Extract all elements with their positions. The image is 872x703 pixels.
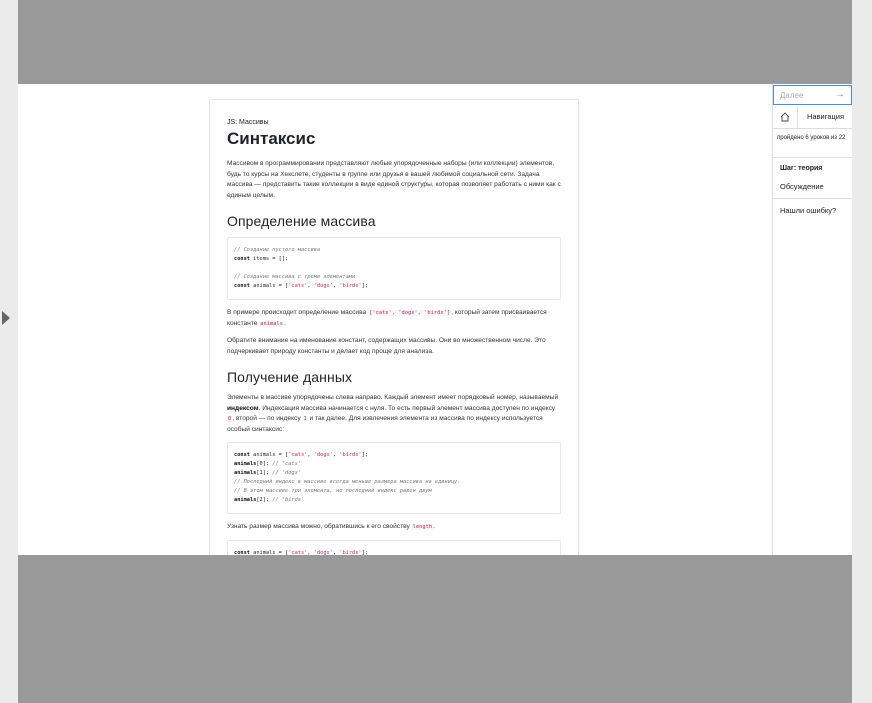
divider — [773, 157, 853, 158]
top-overlay — [18, 0, 852, 84]
bottom-overlay — [18, 555, 852, 703]
progress-text: пройдено 6 уроков из 22 — [777, 135, 846, 141]
intro-paragraph: Массивом в программировании представляют любые упорядоченные наборы (или коллекции) элементов, будь то курсы на Хекслете, студенты в группе или друзья в вашей любимой социальной сети. Задача массива — представить такие коллекции в виде единой структуры, которая позволяет работать с ними как с единым целым. — [227, 160, 561, 199]
triangle-right-icon[interactable] — [2, 311, 10, 325]
divider — [773, 198, 853, 199]
code-block-indexing — [227, 442, 561, 514]
step-label[interactable]: Шаг: теория — [780, 165, 823, 172]
right-margin — [852, 0, 872, 703]
next-button[interactable] — [773, 85, 852, 105]
section-title-getting-data: Получение данных — [227, 369, 353, 385]
lesson-viewport — [18, 84, 852, 555]
navigation-button[interactable]: Навигация — [806, 112, 845, 121]
code-line: const animals = ['cats', 'dogs', 'birds']; — [234, 549, 369, 556]
section-title-definition: Определение массива — [227, 213, 376, 229]
next-button-label: Далее — [780, 91, 804, 100]
code-line: const animals = ['cats', 'dogs', 'birds']; — [234, 452, 369, 458]
page-title: Синтаксис — [227, 129, 316, 148]
article-card — [209, 99, 579, 619]
discussion-link[interactable]: Обсуждение — [780, 182, 824, 191]
code-line: // Последний индекс в массиве всегда меньше размера массива на единицу. — [234, 479, 461, 485]
length-explanation: Узнать размер массива можно, обратившись к его свойству length. — [227, 523, 435, 530]
inline-code: animals — [260, 320, 283, 327]
code-line: const animals = ['cats', 'dogs', 'birds']; — [234, 283, 369, 289]
inline-code: length — [412, 524, 433, 530]
code-line: // Создание пустого массива — [234, 247, 321, 253]
code-line: animals[1]; // 'dogs' — [234, 470, 301, 476]
home-button[interactable] — [773, 106, 798, 128]
inline-code: ['cats', 'dogs', 'birds'] — [369, 310, 451, 316]
naming-note: Обратите внимание на именование констант, содержащих массивы. Они во множественном числе. Это подчеркивает природу константы и делает код проще для анализа. — [227, 337, 546, 355]
code-block-definition — [227, 237, 561, 300]
arrow-right-icon: → — [835, 89, 845, 100]
home-icon — [780, 112, 790, 122]
definition-explanation: В примере происходит определение массива ['cats', 'dogs', 'birds'], который затем присваивается константе animals. — [227, 309, 547, 327]
lesson-sidebar — [772, 84, 853, 555]
code-line: // Создание массива с тремя элементами — [234, 274, 356, 280]
code-line: animals[0]; // 'cats' — [234, 461, 301, 467]
course-name[interactable]: JS: Массивы — [227, 119, 269, 126]
code-line: animals[2]; // 'birds' — [234, 497, 305, 503]
code-line-empty — [234, 264, 554, 273]
code-line: const items = []; — [234, 256, 289, 262]
index-explanation: Элементы в массиве упорядочены слева направо. Каждый элемент имеет порядковый номер, называемый индексом. Индексация массива начинается с нуля. То есть первый элемент массива доступен по индексу 0, второй — по индексу 1 и так далее. Для извлечения элемента из массива по индексу используется особый синтаксис: — [227, 394, 559, 433]
code-line: // В этом массиве три элемента, но последний индекс равен двум — [234, 488, 432, 494]
found-error-link[interactable]: Нашли ошибку? — [780, 206, 837, 215]
navigation-row — [773, 106, 853, 129]
